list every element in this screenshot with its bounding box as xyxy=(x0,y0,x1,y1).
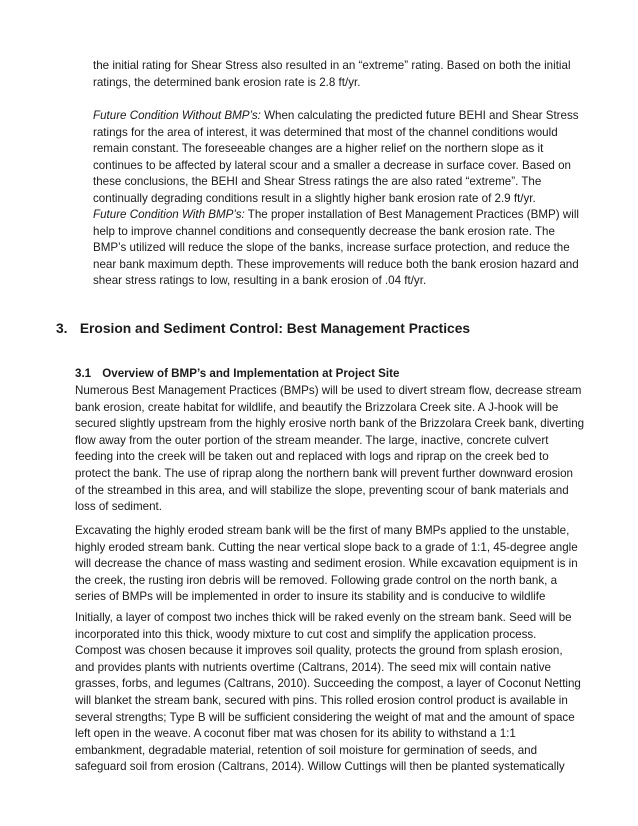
section-3-title: Erosion and Sediment Control: Best Management Practices xyxy=(79,321,471,336)
initial-rating-paragraph: the initial rating for Shear Stress also resulted in an “extreme” rating. Based on both the initial ratings, the determined bank erosion rate is 2.8 ft/yr. xyxy=(93,59,571,89)
section-3-heading xyxy=(56,320,470,338)
future-without-bmp-paragraph xyxy=(93,108,585,208)
future-with-bmp-text: The proper installation of Best Management Practices (BMP) will help to improve channel conditions and consequently decrease the bank erosion rate. The BMP’s utilized will reduce the slope of the banks, increase surface protection, and reduce the near bank maximum depth. These improvements will reduce both the bank erosion hazard and shear stress ratings to low, resulting in a bank erosion of .04 ft/yr. xyxy=(93,208,579,288)
initially-paragraph: Initially, a layer of compost two inches thick will be raked evenly on the stream bank. Seed will be incorporated into this thick, woody mixture to cut cost and simplify the application process. Compost was chosen because it improves soil quality, protects the ground from splash erosion, and provides plants with nutrients overtime (Caltrans, 2014). The seed mix will contain native grasses, forbs, and legumes (Caltrans, 2010). Succeeding the compost, a layer of Coconut Netting will blanket the stream bank, secured with pins. This rolled erosion control product is available in several strengths; Type B will be sufficient considering the weight of mat and the amount of space left open in the weave. A coconut fiber mat was chosen for its ability to withstand a 1:1 embankment, degradable material, retention of soil moisture for germination of seeds, and safeguard soil from erosion (Caltrans, 2014). Willow Cuttings will then be planted systematically xyxy=(75,611,581,774)
future-with-bmp-lead: Future Condition With BMP’s: xyxy=(93,208,245,221)
future-without-bmp-text: When calculating the predicted future BEHI and Shear Stress ratings for the area of interest, it was determined that most of the channel conditions would remain constant. The foreseeable changes are a higher relief on the northern slope as it continues to be affected by lateral scour and a smaller a decrease in surface cover. Based on these conclusions, the BEHI and Shear Stress ratings the are also rated “extreme”. The continually degrading conditions result in a slightly higher bank erosion rate of 2.9 ft/yr. xyxy=(93,109,579,205)
section-3-number: 3. xyxy=(56,321,68,336)
section-3-1-title: Overview of BMP’s and Implementation at Project Site xyxy=(102,367,400,380)
future-without-bmp-lead: Future Condition Without BMP’s: xyxy=(93,109,261,122)
excavating-paragraph: Excavating the highly eroded stream bank will be the first of many BMPs applied to the unstable, highly eroded stream bank. Cutting the near vertical slope back to a grade of 1:1, 45-degree angle will decrease the chance of mass wasting and sediment erosion. While excavation equipment is in the creek, the rusting iron debris will be removed. Following grade control on the north bank, a series of BMPs will be implemented in order to insure its stability and is conducive to wildlife xyxy=(75,524,578,604)
section-3-1-heading xyxy=(75,366,399,383)
overview-paragraph: Numerous Best Management Practices (BMPs) will be used to divert stream flow, decrease stream bank erosion, create habitat for wildlife, and beautify the Brizzolara Creek site. A J-hook will be secured slightly upstream from the highly erosive north bank of the Brizzolara Creek bank, diverting flow away from the outer portion of the stream meander. The large, inactive, concrete culvert feeding into the creek will be taken out and replaced with logs and riprap on the creek bed to protect the bank. The use of riprap along the northern bank will prevent further downward erosion of the streambed in this area, and will stabilize the slope, preventing scour of bank materials and loss of sediment. xyxy=(75,384,585,514)
section-3-1-number: 3.1 xyxy=(75,367,92,380)
future-with-bmp-paragraph xyxy=(93,207,585,290)
